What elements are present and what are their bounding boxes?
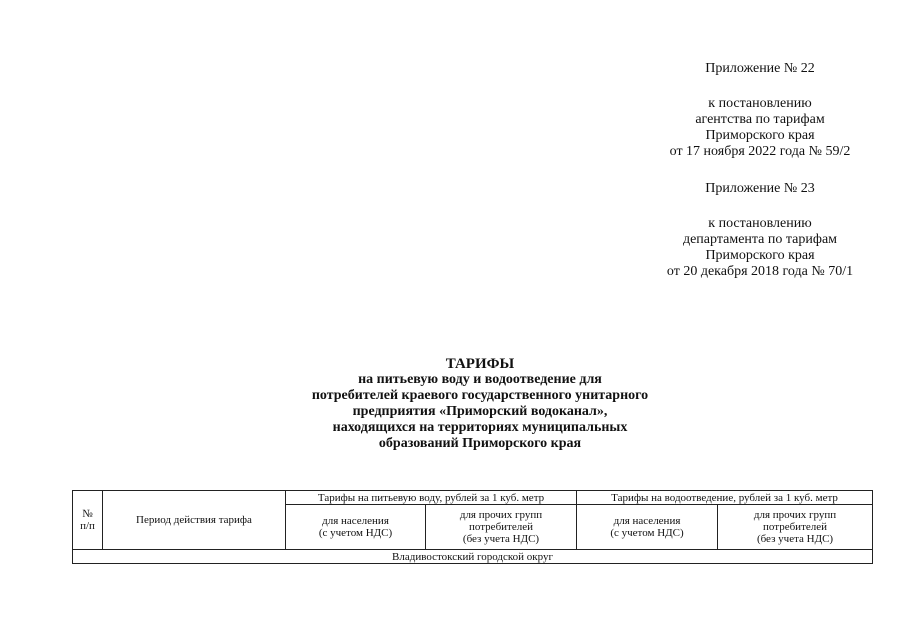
- appendix-22-reference: [620, 96, 900, 160]
- document-title: [180, 356, 780, 452]
- appendix-line: департамента по тарифам: [682, 232, 838, 247]
- table-header-row: [73, 491, 873, 505]
- table-section-row: [73, 550, 873, 564]
- col-number-header: № п/п: [73, 491, 103, 550]
- col-period-header: Период действия тарифа: [103, 491, 286, 550]
- appendix-line: к постановлению: [708, 216, 812, 231]
- appendix-line: от 20 декабря 2018 года № 70/1: [666, 264, 854, 279]
- document-title-line: потребителей краевого государственного унитарного: [311, 388, 649, 403]
- water-other-header: для прочих групп потребителей (без учета НДС): [426, 505, 577, 550]
- sewage-population-header: для населения (с учетом НДС): [577, 505, 718, 550]
- sewage-tariffs-group-header: Тарифы на водоотведение, рублей за 1 куб. метр: [577, 491, 873, 505]
- document-title-line: образований Приморского края: [378, 436, 582, 451]
- water-population-header: для населения (с учетом НДС): [286, 505, 426, 550]
- tariffs-table: [72, 490, 873, 564]
- document-heading: ТАРИФЫ: [445, 356, 515, 372]
- appendix-23-reference: [620, 216, 900, 280]
- appendix-23-title: [620, 181, 900, 197]
- appendix-title-text: Приложение № 22: [705, 61, 815, 76]
- appendix-line: Приморского края: [705, 248, 815, 263]
- sewage-other-header: для прочих групп потребителей (без учета НДС): [718, 505, 873, 550]
- section-title: Владивостокский городской округ: [73, 550, 873, 564]
- appendix-line: от 17 ноября 2022 года № 59/2: [669, 144, 851, 159]
- appendix-line: агентства по тарифам: [695, 112, 825, 127]
- appendix-title-text: Приложение № 23: [705, 181, 815, 196]
- document-title-line: на питьевую воду и водоотведение для: [358, 372, 602, 387]
- appendix-22-title: [620, 61, 900, 77]
- appendix-line: к постановлению: [708, 96, 812, 111]
- appendix-line: Приморского края: [705, 128, 815, 143]
- document-title-line: находящихся на территориях муниципальных: [332, 420, 628, 435]
- water-tariffs-group-header: Тарифы на питьевую воду, рублей за 1 куб. метр: [286, 491, 577, 505]
- document-title-line: предприятия «Приморский водоканал»,: [352, 404, 608, 419]
